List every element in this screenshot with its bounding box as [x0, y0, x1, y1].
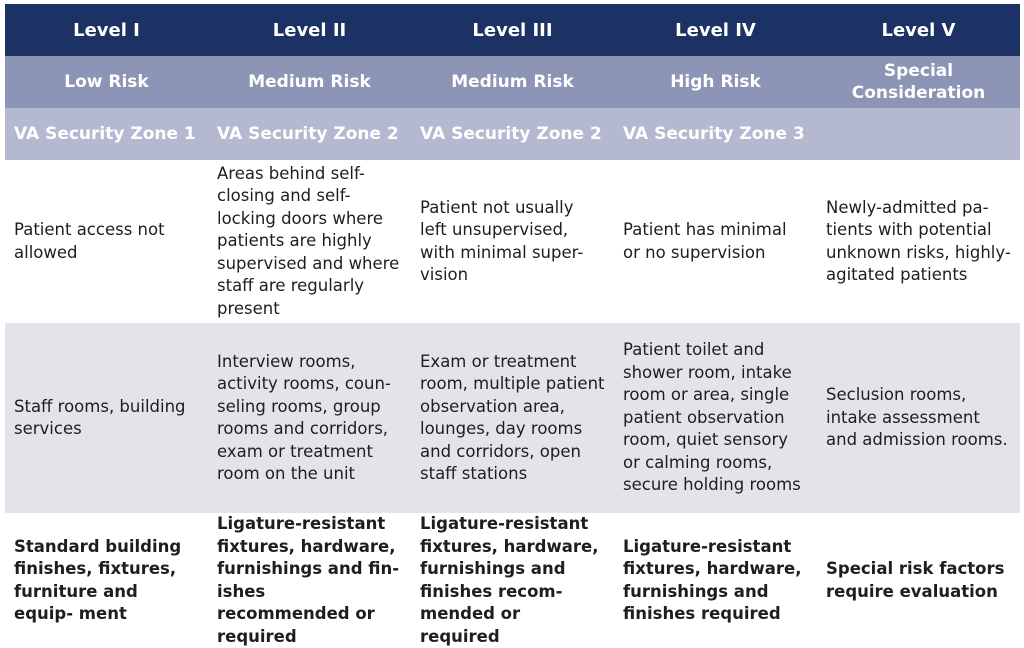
- security-zone-cell: VA Security Zone 3: [614, 108, 817, 160]
- risk-level-table: [5, 4, 1020, 648]
- table-cell: Ligature-resistant fixtures, hardware, furnishings and fin- ishes recommended or required: [208, 513, 411, 648]
- table-cell: Patient has minimal or no supervision: [614, 160, 817, 323]
- table-cell: Patient toilet and shower room, intake room or area, single patient observation room, quiet sensory or calming rooms, secure holding rooms: [614, 323, 817, 513]
- risk-header-cell: Special Consideration: [817, 56, 1020, 108]
- level-header-row: [5, 4, 1020, 56]
- security-zone-row: [5, 108, 1020, 160]
- table-cell: Interview rooms, activity rooms, coun- seling rooms, group rooms and corridors, exam or treatment room on the unit: [208, 323, 411, 513]
- table-cell: Exam or treatment room, multiple patient observation area, lounges, day rooms and corridors, open staff stations: [411, 323, 614, 513]
- risk-header-cell: High Risk: [614, 56, 817, 108]
- level-header-cell: Level II: [208, 4, 411, 56]
- table-cell: Areas behind self- closing and self-locking doors where patients are highly supervised and where staff are regularly present: [208, 160, 411, 323]
- table-cell: Special risk factors require evaluation: [817, 513, 1020, 648]
- security-zone-cell: VA Security Zone 2: [208, 108, 411, 160]
- security-zone-cell: [817, 108, 1020, 160]
- patient-access-row: [5, 160, 1020, 323]
- room-types-row: [5, 323, 1020, 513]
- table-cell: Standard building finishes, fixtures, furniture and equip- ment: [5, 513, 208, 648]
- table-cell: Staff rooms, building services: [5, 323, 208, 513]
- risk-header-cell: Low Risk: [5, 56, 208, 108]
- level-header-cell: Level I: [5, 4, 208, 56]
- table-cell: Patient not usually left unsupervised, with minimal super- vision: [411, 160, 614, 323]
- table-cell: Patient access not allowed: [5, 160, 208, 323]
- table-cell: Newly-admitted pa- tients with potential unknown risks, highly-agitated patients: [817, 160, 1020, 323]
- risk-header-cell: Medium Risk: [208, 56, 411, 108]
- finishes-row: [5, 513, 1020, 648]
- table-cell: Ligature-resistant fixtures, hardware, furnishings and finishes recom- mended or required: [411, 513, 614, 648]
- level-header-cell: Level IV: [614, 4, 817, 56]
- level-header-cell: Level III: [411, 4, 614, 56]
- security-zone-cell: VA Security Zone 2: [411, 108, 614, 160]
- table-cell: Seclusion rooms, intake assessment and admission rooms.: [817, 323, 1020, 513]
- level-header-cell: Level V: [817, 4, 1020, 56]
- risk-header-row: [5, 56, 1020, 108]
- risk-header-cell: Medium Risk: [411, 56, 614, 108]
- table-cell: Ligature-resistant fixtures, hardware, furnishings and finishes required: [614, 513, 817, 648]
- security-zone-cell: VA Security Zone 1: [5, 108, 208, 160]
